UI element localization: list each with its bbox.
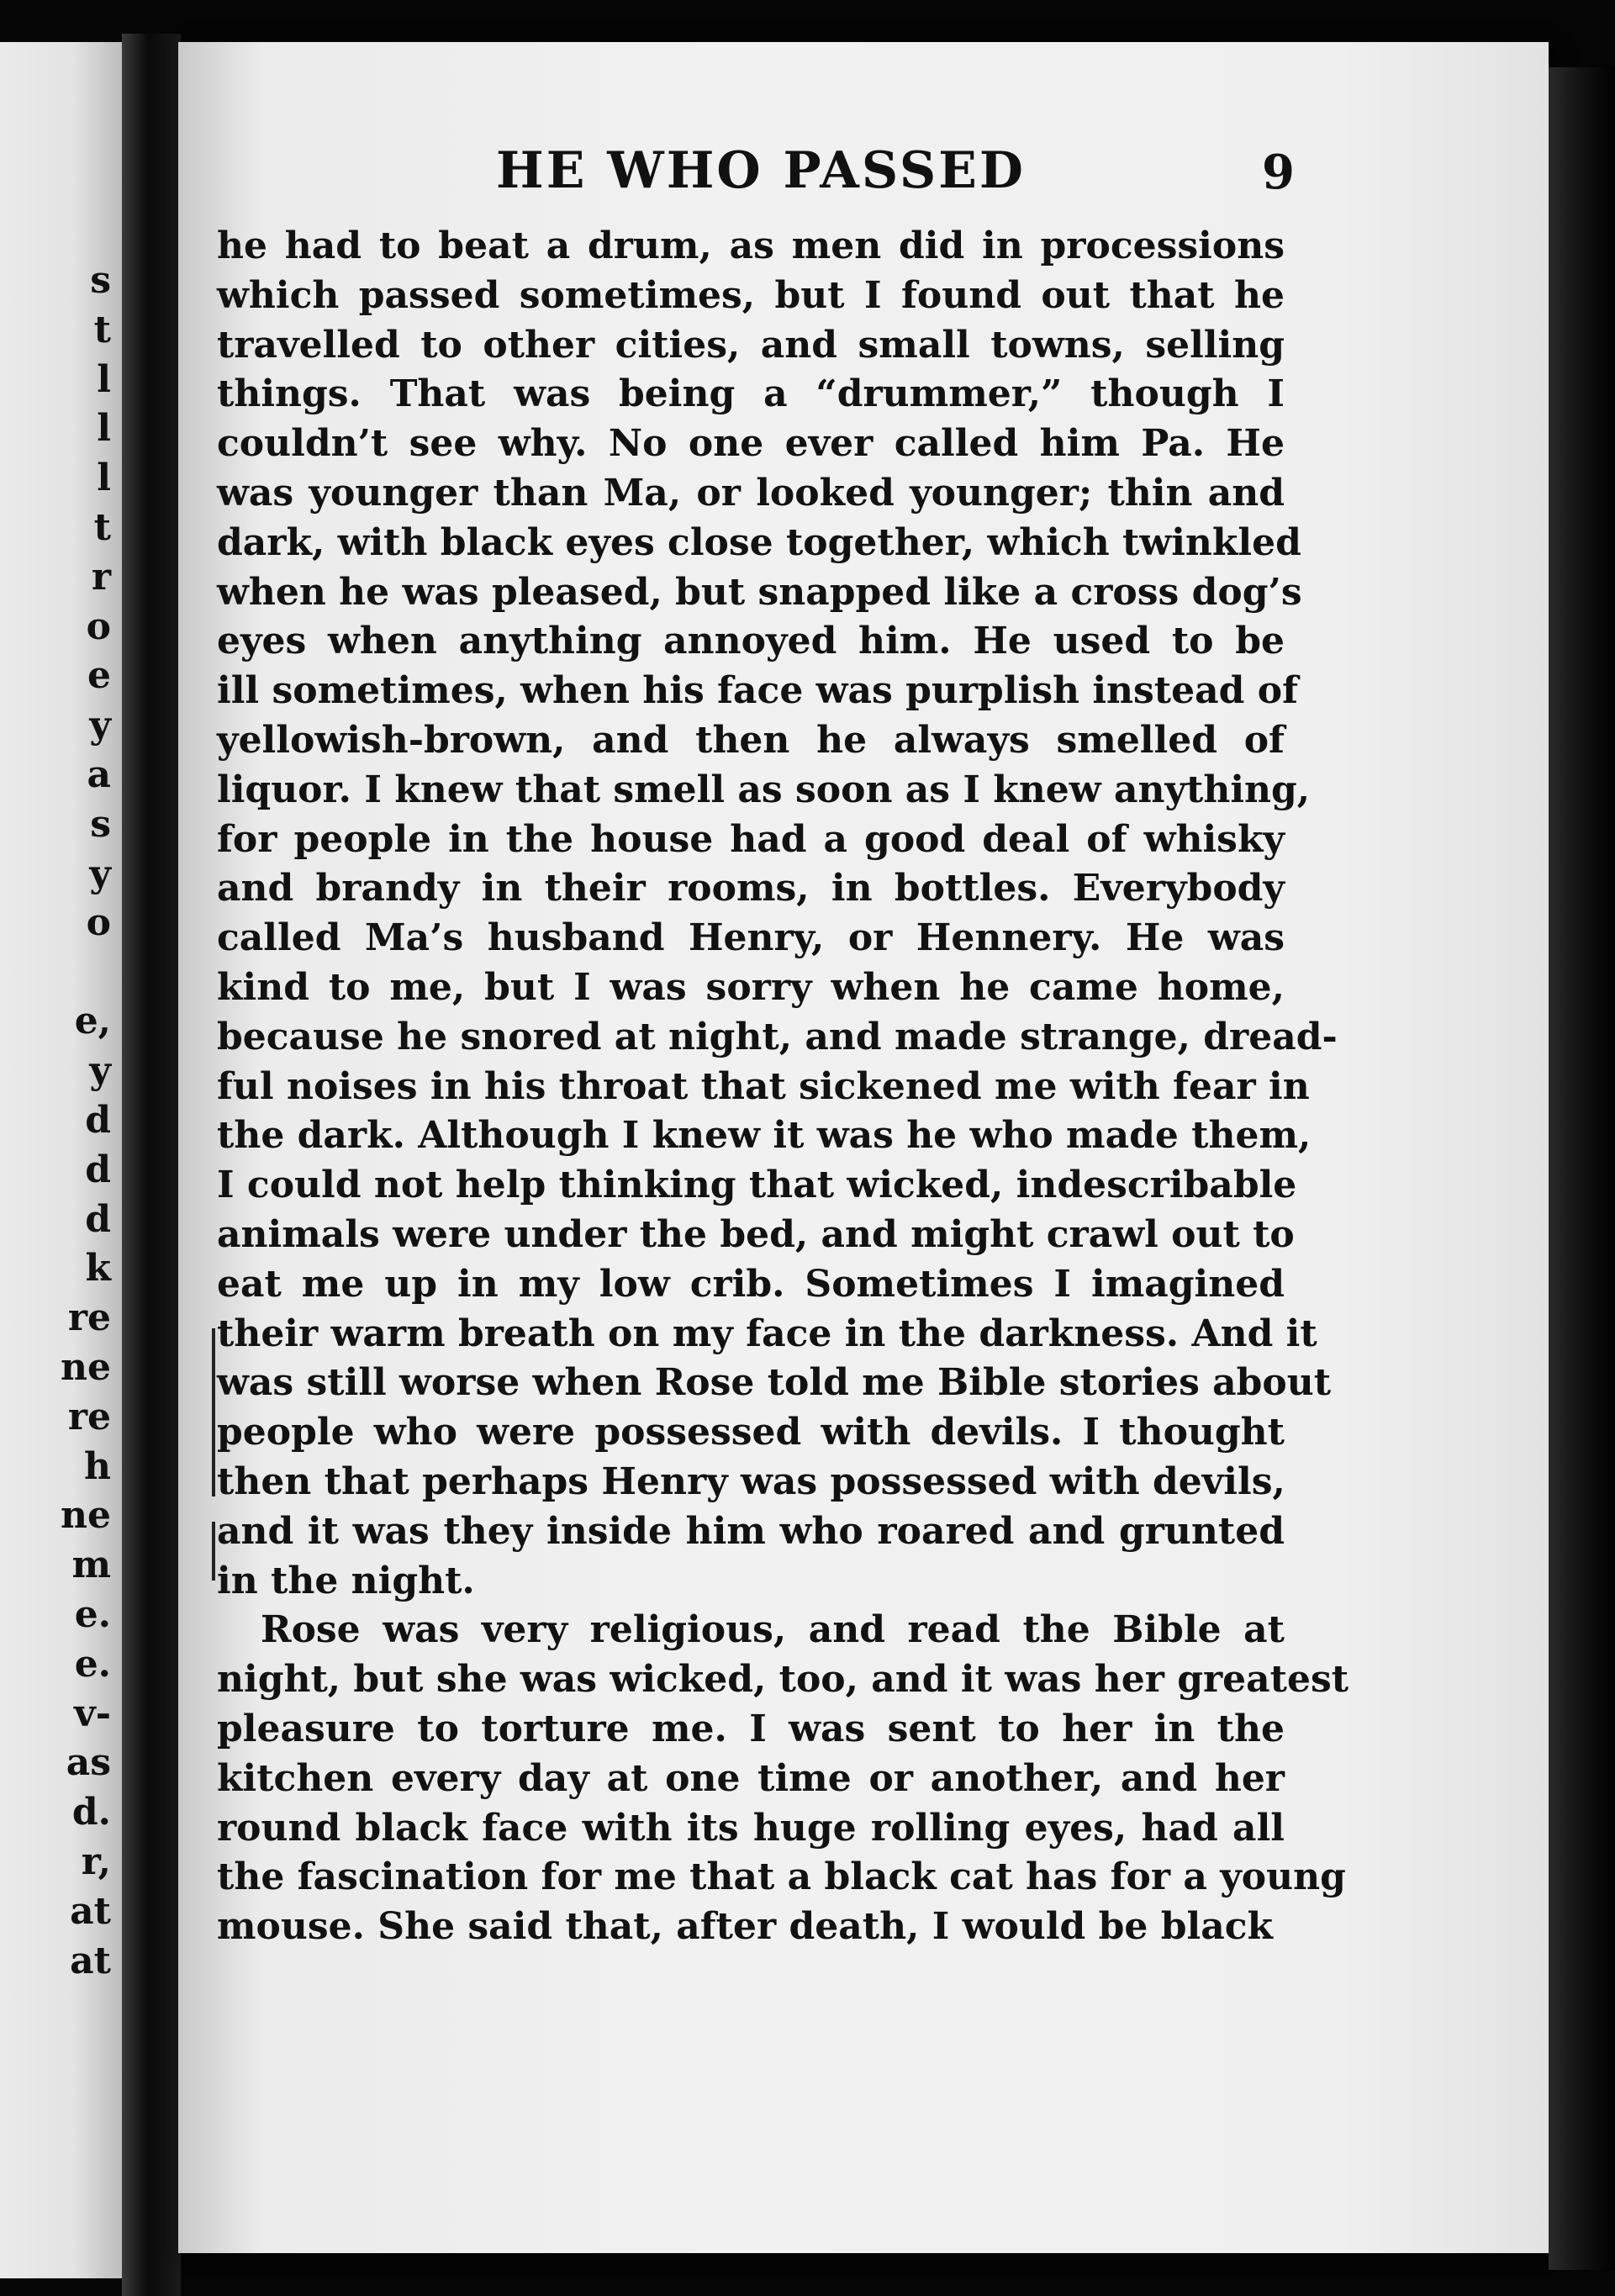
text-line: which passed sometimes, but I found out that he bbox=[217, 273, 1285, 317]
text-line: in the night. bbox=[217, 1559, 475, 1602]
left-page-fragment: t bbox=[93, 505, 111, 549]
left-page-fragment: t bbox=[93, 308, 111, 351]
left-page-fragment: y bbox=[89, 704, 111, 747]
left-page-fragment: e. bbox=[74, 1642, 111, 1686]
text-line: travelled to other cities, and small towns, selling bbox=[217, 323, 1285, 367]
left-page-fragment: e. bbox=[74, 1592, 111, 1636]
left-page-fragment: d bbox=[85, 1197, 111, 1241]
text-line: kind to me, but I was sorry when he came home, bbox=[217, 965, 1285, 1009]
text-line: yellowish-brown, and then he always smelled of bbox=[217, 718, 1285, 762]
left-page-fragment: y bbox=[89, 1049, 111, 1093]
text-line: the dark. Although I knew it was he who made them, bbox=[217, 1114, 1312, 1158]
page-edge-shadow bbox=[1549, 67, 1615, 2270]
left-page-fragment: m bbox=[71, 1544, 111, 1587]
left-page-fragment: at bbox=[70, 1939, 111, 1982]
left-page-line-endings bbox=[0, 256, 111, 1986]
left-page-fragment: s bbox=[90, 802, 111, 846]
left-page-fragment: k bbox=[85, 1247, 111, 1291]
page-header bbox=[496, 141, 1295, 200]
margin-pencil-mark bbox=[212, 1522, 215, 1581]
left-page-fragment: r bbox=[91, 555, 111, 599]
text-line: ful noises in his throat that sickened me with fear in bbox=[217, 1064, 1310, 1108]
text-line: ill sometimes, when his face was purplish instead of bbox=[217, 669, 1298, 713]
text-line: was still worse when Rose told me Bible stories about bbox=[217, 1361, 1332, 1405]
margin-pencil-mark bbox=[212, 1328, 215, 1496]
left-page-fragment: y bbox=[89, 852, 111, 895]
text-line: liquor. I knew that smell as soon as I knew anything, bbox=[217, 768, 1311, 811]
text-line: kitchen every day at one time or another, and her bbox=[217, 1756, 1285, 1800]
running-title: HE WHO PASSED bbox=[496, 141, 1026, 200]
left-page-fragment: d. bbox=[71, 1791, 111, 1834]
text-line: when he was pleased, but snapped like a cross dog’s bbox=[217, 570, 1302, 614]
left-page-fragment: re bbox=[67, 1395, 111, 1438]
left-page-fragment: e bbox=[87, 654, 111, 698]
left-page-fragment: a bbox=[87, 752, 111, 796]
text-line: he had to beat a drum, as men did in processions bbox=[217, 224, 1285, 267]
left-page-fragment: v- bbox=[74, 1692, 111, 1735]
left-page-fragment: e, bbox=[74, 1000, 111, 1043]
text-line: night, but she was wicked, too, and it was her greatest bbox=[217, 1658, 1349, 1702]
left-page-fragment: d bbox=[85, 1148, 111, 1191]
left-page-fragment: at bbox=[70, 1889, 111, 1933]
text-line: Rose was very religious, and read the Bible at bbox=[261, 1608, 1285, 1652]
left-page-fragment: d bbox=[85, 1098, 111, 1142]
left-page-fragment: as bbox=[66, 1741, 111, 1785]
text-line: round black face with its huge rolling eyes, had all bbox=[217, 1806, 1285, 1850]
left-page-fragment: o bbox=[86, 604, 111, 648]
text-line: called Ma’s husband Henry, or Hennery. He was bbox=[217, 916, 1285, 960]
text-line: things. That was being a “drummer,” though I bbox=[217, 372, 1285, 416]
text-line: and it was they inside him who roared and grunted bbox=[217, 1509, 1285, 1553]
left-page-fragment: re bbox=[67, 1296, 111, 1340]
text-line: I could not help thinking that wicked, indescribable bbox=[217, 1164, 1297, 1207]
text-line: couldn’t see why. No one ever called him Pa. He bbox=[217, 422, 1285, 466]
text-line: for people in the house had a good deal of whisky bbox=[217, 817, 1285, 861]
left-facing-page bbox=[0, 42, 122, 2278]
page-number: 9 bbox=[1262, 145, 1295, 200]
text-line: because he snored at night, and made strange, dread- bbox=[217, 1015, 1338, 1058]
left-page-fragment: s bbox=[90, 259, 111, 302]
text-line: pleasure to torture me. I was sent to her in the bbox=[217, 1707, 1285, 1750]
left-page-fragment: h bbox=[84, 1444, 111, 1488]
text-line: the fascination for me that a black cat has for a young bbox=[217, 1855, 1346, 1899]
text-line: and brandy in their rooms, in bottles. Everybody bbox=[217, 867, 1285, 910]
paragraph bbox=[217, 1606, 1349, 1952]
text-line: animals were under the bed, and might crawl out to bbox=[217, 1212, 1295, 1256]
text-line: dark, with black eyes close together, which twinkled bbox=[217, 520, 1301, 564]
left-page-fragment: l bbox=[97, 457, 111, 500]
text-line: their warm breath on my face in the darkness. And it bbox=[217, 1312, 1317, 1355]
body-text bbox=[217, 222, 1349, 1952]
text-line: mouse. She said that, after death, I would be black bbox=[217, 1905, 1273, 1949]
left-page-fragment: r, bbox=[81, 1839, 111, 1883]
paragraph bbox=[217, 222, 1338, 1606]
book-gutter bbox=[122, 34, 181, 2296]
left-page-fragment: ne bbox=[61, 1345, 111, 1389]
text-line: was younger than Ma, or looked younger; thin and bbox=[217, 471, 1285, 515]
left-page-fragment: l bbox=[97, 407, 111, 451]
text-line: eyes when anything annoyed him. He used to be bbox=[217, 620, 1285, 663]
text-line: people who were possessed with devils. I thought bbox=[217, 1411, 1285, 1454]
text-line: then that perhaps Henry was possessed with devils, bbox=[217, 1459, 1285, 1503]
left-page-fragment: l bbox=[97, 357, 111, 401]
text-line: eat me up in my low crib. Sometimes I imagined bbox=[217, 1262, 1285, 1306]
left-page-fragment: o bbox=[86, 901, 111, 945]
left-page-fragment: ne bbox=[61, 1494, 111, 1538]
